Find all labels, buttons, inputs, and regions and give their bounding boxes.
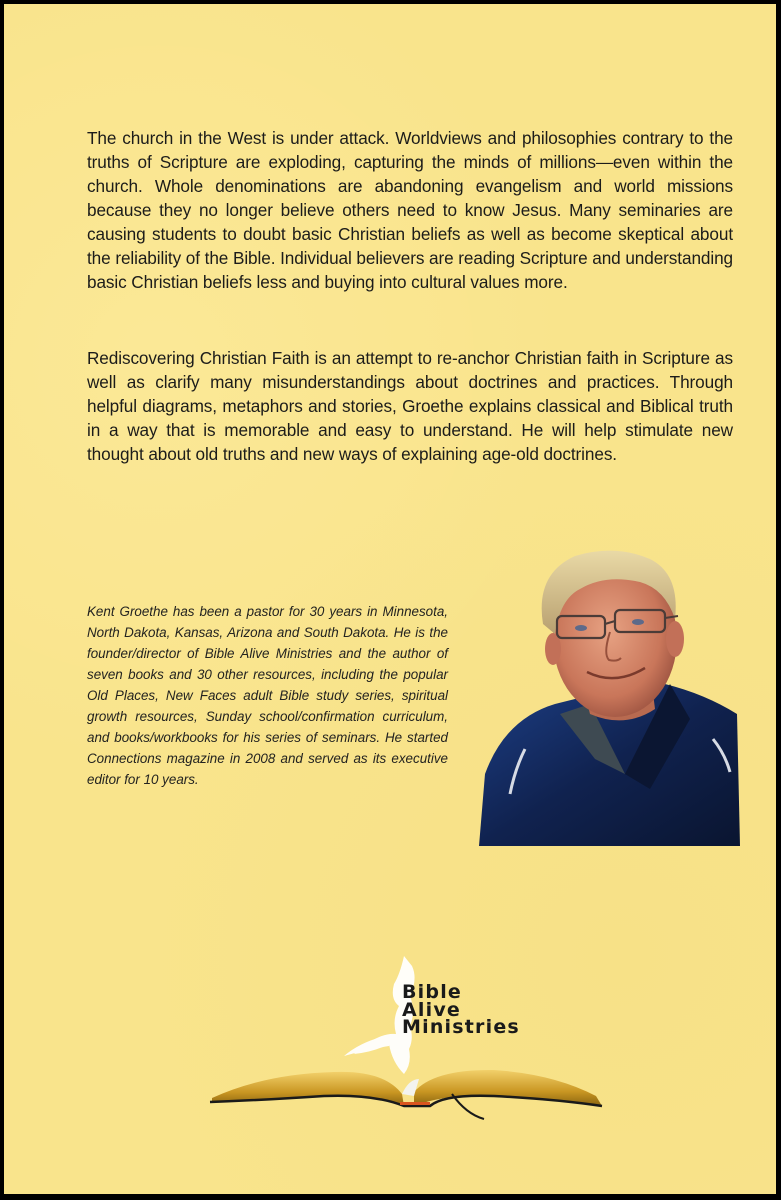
back-cover	[4, 4, 776, 1194]
blurb-paragraph-2: Rediscovering Christian Faith is an attempt to re-anchor Christian faith in Scripture as well as clarify many misunderstandings about doctrines and practices. Through helpful diagrams, metaphors and stories, Groethe explains classical and Biblical truth in a way that is memorable and easy to understand. He will help stimulate new thought about old truths and new ways of explaining age-old doctrines.	[87, 348, 733, 464]
logo-text	[402, 981, 520, 1038]
author-photo	[475, 544, 740, 846]
logo-line-bible: Bible	[402, 981, 462, 1003]
open-bible-icon	[210, 1070, 602, 1119]
author-bio: Kent Groethe has been a pastor for 30 years in Minnesota, North Dakota, Kansas, Arizona and South Dakota. He is the founder/director of Bible Alive Ministries and the author of seven books and 30 other resources, including the popular Old Places, New Faces adult Bible study series, spiritual growth resources, Sunday school/confirmation curriculum, and books/workbooks for his series of seminars. He started Connections magazine in 2008 and served as its executive editor for 10 years.	[87, 604, 448, 787]
logo-line-ministries: Ministries	[402, 1016, 520, 1038]
blurb-paragraph-1: The church in the West is under attack. Worldviews and philosophies contrary to the truths of Scripture are exploding, capturing the minds of millions—even within the church. Whole denominations are abandoning evangelism and world missions because they no longer believe others need to know Jesus. Many seminaries are causing students to doubt basic Christian beliefs as well as become skeptical about the reliability of the Bible. Individual believers are reading Scripture and understanding basic Christian beliefs less and buying into cultural values more.	[87, 128, 733, 292]
logo-line-alive: Alive	[402, 998, 462, 1021]
